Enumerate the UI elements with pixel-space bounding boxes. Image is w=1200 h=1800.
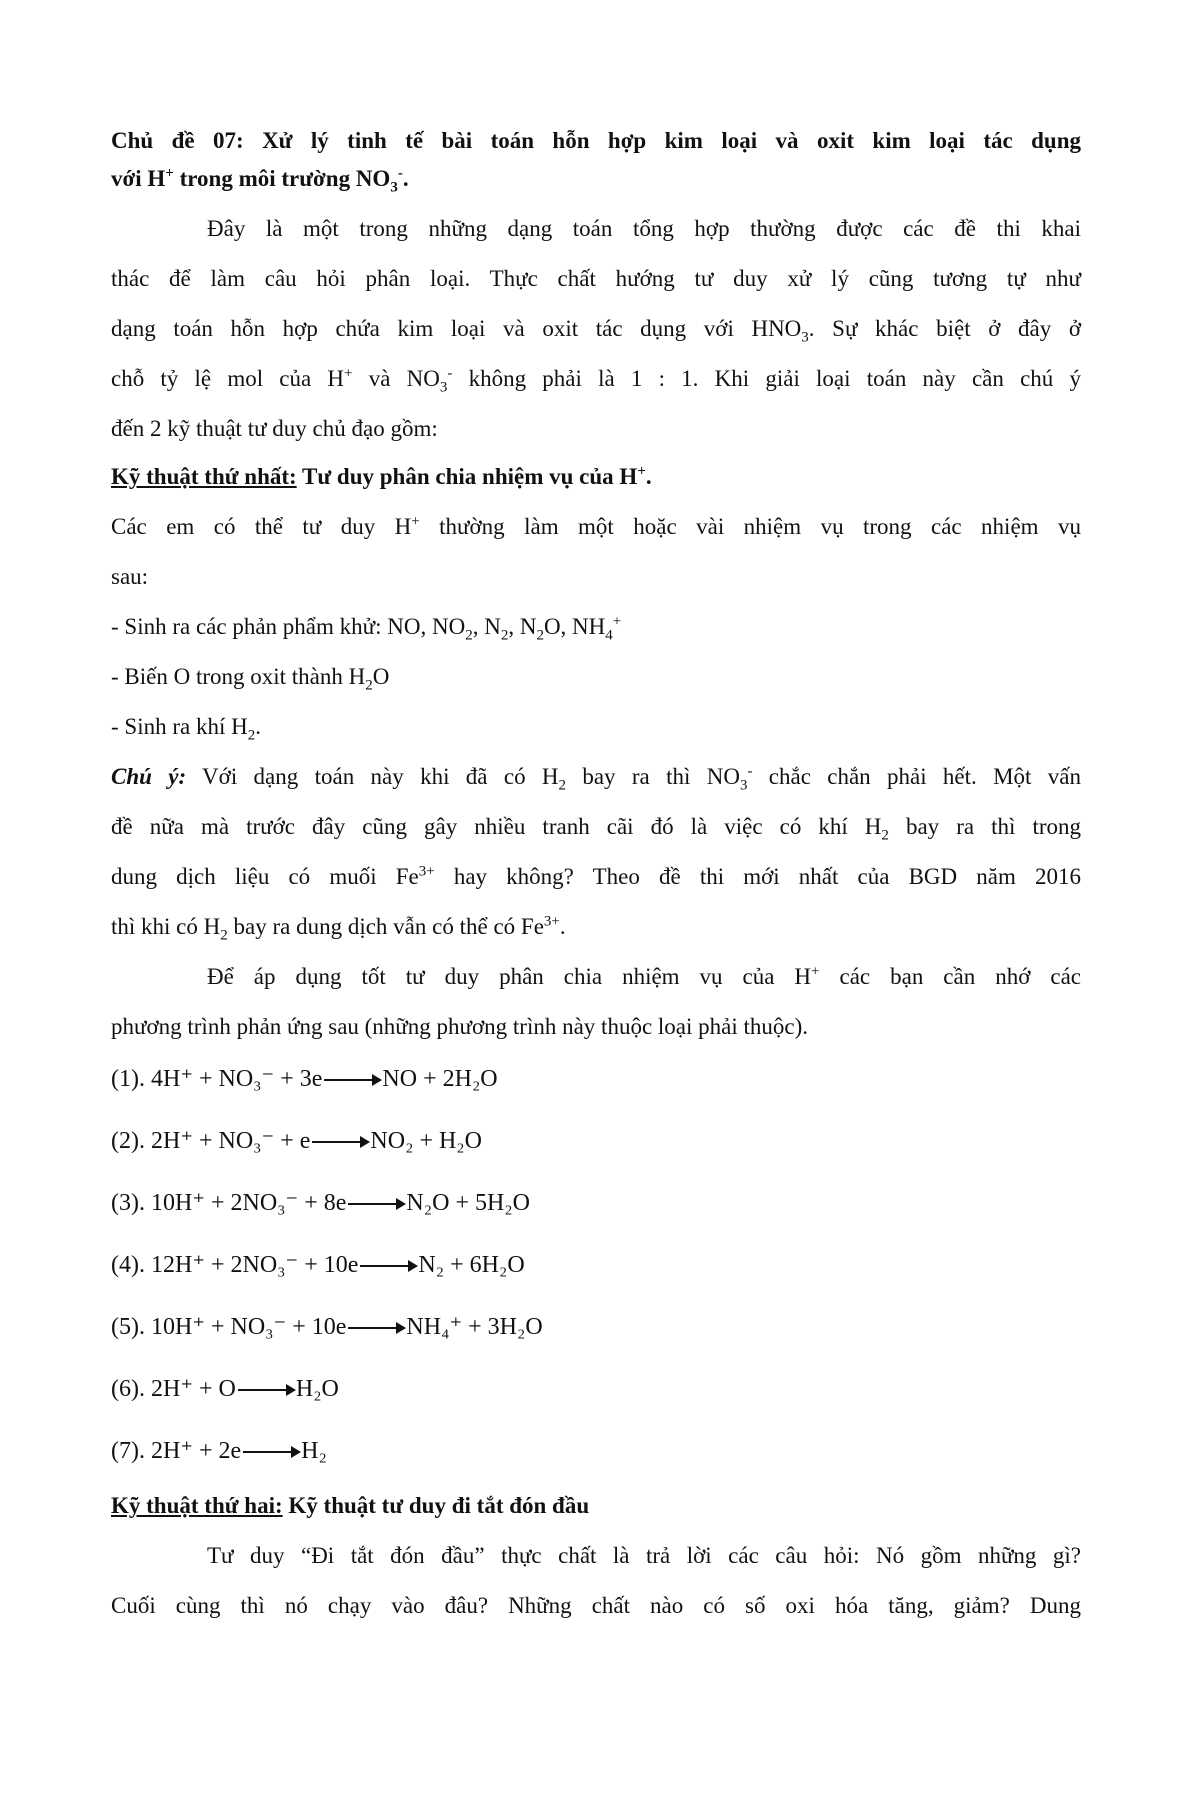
apply-line-1: Để áp dụng tốt tư duy phân chia nhiệm vụ của H+ các bạn cần nhớ các (207, 963, 1081, 989)
note-label: Chú ý: (111, 764, 187, 789)
intro-line-2: thác để làm câu hỏi phân loại. Thực chất hướng tư duy xử lý cũng tương tự như (111, 266, 1081, 291)
note-line-4: thì khi có $H_2$ bay ra dung dịch vẫn có thể có $Fe^{3+}$. (111, 913, 566, 944)
note-line-2: đề nữa mà trước đây cũng gây nhiều tranh cãi đó là việc có khí $H_2$ bay ra thì trong (111, 814, 1081, 844)
reaction-arrow-icon (348, 1327, 404, 1329)
equation-3: (3). 10H⁺ + 2NO₃⁻ + 8e N₂O + 5H₂O (111, 1190, 531, 1216)
technique-1-line-1: Các em có thể tư duy H+ thường làm một hoặc vài nhiệm vụ trong các nhiệm vụ (111, 513, 1081, 539)
equation-2: (2). 2H⁺ + NO₃⁻ + e NO₂ + H₂O (111, 1128, 483, 1154)
technique-1-line-2: sau: (111, 564, 149, 589)
apply-line-2: phương trình phản ứng sau (những phương trình này thuộc loại phải thuộc). (111, 1014, 808, 1039)
intro-line-5: đến 2 kỹ thuật tư duy chủ đạo gồm: (111, 416, 438, 441)
bullet-item-2: - Biến O trong oxit thành $H_2O$ (111, 664, 390, 694)
reaction-arrow-icon (312, 1141, 368, 1143)
technique-2-line-2: Cuối cùng thì nó chạy vào đâu? Những chất nào có số oxi hóa tăng, giảm? Dung (111, 1593, 1081, 1618)
topic-title-line1 (111, 128, 1081, 154)
title-text: Chủ đề 07: Xử lý tinh tế bài toán hỗn hợp kim loại và oxit kim loại tác dụng (111, 128, 1081, 153)
technique-2-line-1: Tư duy “Đi tắt đón đầu” thực chất là trả lời các câu hỏi: Nó gồm những gì? (207, 1543, 1081, 1568)
intro-line-4: chỗ tỷ lệ mol của H+ và $NO_3^-$ không phải là 1 : 1. Khi giải loại toán này cần chú ý (111, 365, 1081, 396)
equation-6: (6). 2H⁺ + O H₂O (111, 1376, 339, 1402)
topic-title-line2: với H+ trong môi trường $NO_3^-$. (111, 165, 409, 196)
technique-1-label: Kỹ thuật thứ nhất: (111, 464, 297, 489)
reaction-arrow-icon (324, 1079, 380, 1081)
reaction-arrow-icon (243, 1451, 299, 1453)
technique-1-heading: Kỹ thuật thứ nhất: Tư duy phân chia nhiệm vụ của H+. (111, 463, 652, 489)
equation-5: (5). 10H⁺ + NO₃⁻ + 10e NH₄⁺ + 3H₂O (111, 1314, 543, 1340)
equation-1: (1). 4H⁺ + NO₃⁻ + 3e NO + 2H₂O (111, 1066, 498, 1092)
note-line-1: Chú ý: Với dạng toán này khi đã có $H_2$ bay ra thì $NO_3^-$ chắc chắn phải hết. Một vấn (111, 763, 1081, 794)
reaction-arrow-icon (360, 1265, 416, 1267)
intro-line-1: Đây là một trong những dạng toán tổng hợp thường được các đề thi khai (207, 216, 1081, 241)
bullet-item-3: - Sinh ra khí $H_2$. (111, 714, 261, 744)
technique-2-heading: Kỹ thuật thứ hai: Kỹ thuật tư duy đi tắt đón đầu (111, 1493, 590, 1518)
reaction-arrow-icon (348, 1203, 404, 1205)
equation-7: (7). 2H⁺ + 2e H₂ (111, 1438, 327, 1464)
note-line-3: dung dịch liệu có muối $Fe^{3+}$ hay không? Theo đề thi mới nhất của BGD năm 2016 (111, 863, 1081, 889)
bullet-item-1: - Sinh ra các phản phẩm khử: NO, $NO_2$, $N_2$, $N_2O$, $NH_4^+$ (111, 613, 622, 644)
intro-line-3: dạng toán hỗn hợp chứa kim loại và oxit tác dụng với $HNO_3$. Sự khác biệt ở đây ở (111, 316, 1081, 346)
reaction-arrow-icon (238, 1389, 294, 1391)
technique-2-label: Kỹ thuật thứ hai: (111, 1493, 283, 1518)
equation-4: (4). 12H⁺ + 2NO₃⁻ + 10e N₂ + 6H₂O (111, 1252, 525, 1278)
